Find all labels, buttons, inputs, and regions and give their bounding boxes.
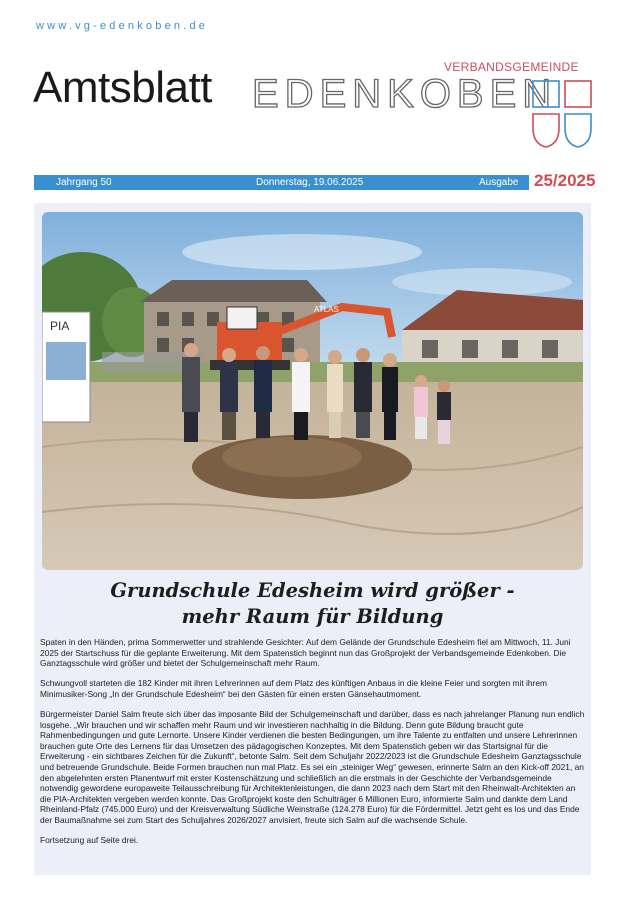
jahrgang-label: Jahrgang 50	[56, 177, 112, 188]
paragraph: Spaten in den Händen, prima Sommerwetter und strahlende Gesichter: Auf dem Gelände der Grundschule Edesheim fiel am Mittwoch, 11. Juni 2025 der Startschuss für die geplante Erweiterung. Mit dem Spatenstich beginnt nun das Großprojekt der Verbandsgemeinde Edenkoben. Die Ganztagsschule wird größer und bietet der Schulgemeinschaft mehr Raum.	[40, 637, 571, 669]
continuation-note: Fortsetzung auf Seite drei.	[40, 835, 139, 845]
pia-sign-label: PIA	[50, 319, 70, 333]
coat-of-arms-logo	[530, 78, 594, 150]
article-photo	[42, 212, 583, 570]
masthead-title: Amtsblatt	[33, 63, 212, 112]
issue-number: 25/2025	[534, 171, 596, 190]
ausgabe-label: Ausgabe	[479, 177, 519, 188]
excavator-brand-label: ATLAS	[314, 305, 339, 314]
paragraph: Bürgermeister Daniel Salm freute sich über das imposante Bild der Schulgemeinschaft und darüber, dass es nach jahrelanger Planung nun endlich losgehe. „Wir brauchen und wir schaffen mehr Raum und wir investieren nachhaltig in die Bildung. Denn gute Bildung braucht gute Rahmenbedingungen und gute Lernorte. Unsere Kinder verdienen die besten Bedingungen, um ihre Talente zu entfalten und unsere Lehrerinnen brauchen gute Orte des Lernens für das Umsetzen des pädagogischen Konzeptes. Mit dem Spatenstich geben wir das Startsignal für die Erweiterung - ein sichtbares Zeichen für die Zukunft“, betonte Salm. Seit dem Schuljahr 2022/2023 ist die Grundschule Edesheim Ganztagsschule und betreuende Grundschule. Beide Formen brauchen nun mal Platz. Es sei ein „steiniger Weg“ gewesen, erinnerte Salm an den Kick-off 2021, an den abgelehnten ersten Planentwurf mit erster Kostenschätzung und schließlich an die erstmals in der Geschichte der Verbandsgemeinde notwendig gewordene europaweite Teilausschreibung für Architektenleistungen, die dann 2023 nach dem Start mit den Rheinwalt-Architekten an die PIA-Architekten vergeben werden konnte. Das Großprojekt koste den Schulträger 6 Millionen Euro, informierte Salm und dankte dem Land Rheinland-Pfalz (745.000 Euro) und der Kreisverwaltung Südliche Weinstraße (124.278 Euro) für die Fördermittel. Jetzt geht es los und das Ende der Baumaßnahme sei zum Start des Schuljahres 2026/2027 anvisiert, freute sich Salm auf die wachsende Schule.	[40, 708, 585, 825]
headline-line-2: mehr Raum für Bildung	[181, 605, 444, 628]
org-name: EDENKOBEN	[252, 72, 558, 116]
article-body	[40, 637, 588, 855]
issue-info-bar	[34, 175, 529, 190]
website-url[interactable]: www.vg-edenkoben.de	[36, 20, 209, 32]
issue-date: Donnerstag, 19.06.2025	[256, 177, 364, 188]
org-label: VERBANDSGEMEINDE	[444, 60, 579, 74]
paragraph: Schwungvoll starteten die 182 Kinder mit ihren Lehrerinnen auf dem Platz des künftigen Anbaus in die kleine Feier und sorgten mit ihrem Minimusiker-Song „In der Grundschule Edesheim“ bei den Gästen für einen ersten Gänsehautmoment.	[40, 678, 547, 699]
article-headline	[34, 578, 591, 630]
headline-line-1: Grundschule Edesheim wird größer -	[110, 579, 515, 602]
